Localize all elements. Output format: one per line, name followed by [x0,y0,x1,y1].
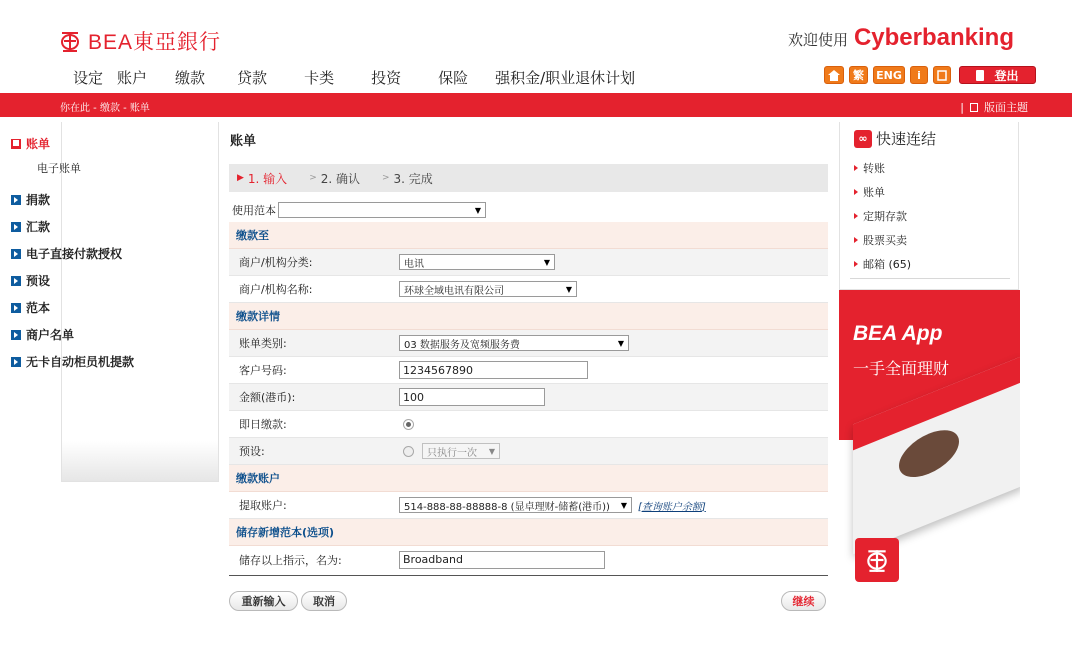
chevron-down-icon: ▼ [488,446,495,456]
caret-right-icon [854,165,858,171]
sidebar-item-label: 账单 [26,137,51,151]
debit-account-label: 提取账户: [239,499,287,512]
link-icon: ∞ [854,130,872,148]
bea-app-promo-banner[interactable] [839,290,1020,600]
sidebar-item-label: 预设 [26,274,51,288]
caret-right-icon [854,189,858,195]
caret-right-icon: > [382,173,390,183]
quick-links-divider [850,278,1010,279]
nav-loans[interactable]: 贷款 [237,69,268,87]
debit-account-select[interactable] [399,497,632,513]
payment-form [229,222,828,573]
caret-right-icon: > [309,173,317,183]
emblem-glyph-icon [866,547,888,573]
theme-icon [970,103,978,112]
sidebar-item-preset[interactable] [11,272,50,289]
amount-input[interactable]: 100 [399,388,545,406]
section-account: 缴款账户 [229,465,828,492]
nav-insurance[interactable]: 保险 [438,69,469,87]
main-nav [73,67,635,88]
section-payee: 缴款至 [229,222,828,249]
form-row-bill-type [229,330,828,357]
customer-no-input[interactable]: 1234567890 [399,361,588,379]
chevron-down-icon: ▼ [620,500,627,510]
step-label: 1. 输入 [247,171,288,186]
sameday-label: 即日缴款: [239,418,287,431]
bea-emblem-icon [60,29,80,53]
step-input [237,170,287,187]
home-glyph-icon [828,70,840,81]
amount-label: 金额(港币): [239,391,296,404]
home-icon[interactable] [824,66,844,84]
form-row-amount [229,384,828,411]
quick-links-title [854,128,936,149]
quick-link-bills[interactable] [854,184,885,200]
chevron-down-icon: ▼ [543,257,550,267]
info-icon[interactable]: i [910,66,928,84]
chevron-down-icon: ▼ [474,205,481,215]
save-template-label: 储存以上指示，名为: [239,553,342,567]
step-label: 2. 确认 [320,171,360,186]
preset-radio[interactable] [403,446,414,457]
sidebar-item-label: 范本 [26,301,51,315]
chevron-down-icon: ▼ [565,284,572,294]
bullet-icon [11,139,21,149]
quick-link-label: 定期存款 [863,210,907,223]
sidebar-item-bills[interactable] [11,135,50,152]
form-row-save-template [229,546,828,573]
step-indicator [229,164,828,192]
logout-button[interactable] [959,66,1036,84]
quick-links-panel [839,122,1019,290]
preset-frequency-value: 只执行一次 [427,447,477,459]
cancel-button[interactable]: 取消 [301,591,347,611]
bullet-icon [11,195,21,205]
promo-subtitle: 一手全面理财 [853,359,950,378]
caret-right-icon: ▶ [237,173,244,183]
logout-label: 登出 [994,68,1019,83]
merchant-name-label: 商户/机构名称: [239,283,313,296]
bullet-icon [11,222,21,232]
quick-link-transfer[interactable] [854,160,885,176]
bill-type-select[interactable] [399,335,629,351]
quick-links-label: 快速连结 [876,130,937,148]
template-row [232,202,486,218]
toolbar-icons [824,66,1036,84]
sidebar-item-label: 电子直接付款授权 [26,247,123,261]
nav-accounts[interactable]: 账户 [117,69,148,87]
caret-right-icon [854,237,858,243]
bullet-icon [11,249,21,259]
nav-settings[interactable]: 设定 [73,69,104,87]
sidebar-item-label: 无卡自动柜员机提款 [26,355,135,369]
bullet-icon [11,357,21,367]
balance-inquiry-link[interactable]: [ 查询账户余额 ] [638,498,706,513]
welcome-prefix: 欢迎使用 [787,31,848,49]
sidebar-item-remittance[interactable] [11,218,50,235]
bea-emblem-icon [855,538,899,582]
preset-label: 预设: [239,445,265,458]
logout-icon [976,70,984,81]
theme-label: 版面主题 [984,101,1028,114]
quick-link-label: 邮箱 (65) [863,258,912,271]
form-row-merchant-category [229,249,828,276]
quick-link-securities[interactable] [854,232,907,248]
divider: | [960,100,964,114]
merchant-name-select[interactable] [399,281,577,297]
bullet-icon [11,276,21,286]
sidebar-item-edda[interactable] [11,245,122,262]
customer-no-label: 客户号码: [239,364,287,377]
step-complete [382,170,433,187]
merchant-name-value: 环球全域电讯有限公司 [404,285,504,297]
form-divider [229,575,828,576]
sidebar-item-templates[interactable] [11,299,50,316]
sidebar-item-label: 捐款 [26,193,51,207]
step-confirm [309,170,360,187]
print-glyph-icon [937,70,947,81]
form-row-customer-no [229,357,828,384]
welcome-banner [788,24,1014,52]
quick-link-label: 股票买卖 [863,234,907,247]
step-label: 3. 完成 [393,171,433,186]
nav-mpf[interactable]: 强积金/职业退休计划 [495,69,636,87]
form-row-debit-account [229,492,828,519]
quick-link-label: 账单 [863,186,885,199]
bea-logo[interactable] [60,26,221,56]
merchant-category-label: 商户/机构分类: [239,256,313,269]
page-title: 账单 [230,134,257,149]
bill-type-label: 账单类别: [239,337,287,350]
bullet-icon [11,303,21,313]
caret-right-icon [854,213,858,219]
nav-payments[interactable]: 缴款 [175,69,206,87]
merchant-category-select[interactable] [399,254,555,270]
sidebar-item-label: 商户名单 [26,328,75,342]
food-photo [899,422,959,486]
merchant-category-value: 电讯 [404,258,424,270]
quick-link-time-deposit[interactable] [854,208,907,224]
section-details: 缴款详情 [229,303,828,330]
breadcrumb: 你在此 - 缴款 - 账单 [60,103,150,114]
quick-link-mailbox[interactable] [854,256,911,272]
continue-button[interactable]: 继续 [781,591,826,611]
bullet-icon [11,330,21,340]
debit-account-value: 514-888-88-88888-8 (显卓理财-储蓄(港币)) [404,501,610,513]
template-label: 使用范本 [232,204,276,217]
save-template-input[interactable]: Broadband [399,551,605,569]
sameday-radio[interactable] [403,419,414,430]
quick-link-label: 转账 [863,162,885,175]
breadcrumb-bar [0,93,1072,117]
sidebar-item-merchant-list[interactable] [11,326,74,343]
form-row-sameday [229,411,828,438]
print-icon[interactable] [933,66,951,84]
bill-type-value: 03 数据服务及宽频服务费 [404,339,520,351]
form-row-merchant-name [229,276,828,303]
welcome-brand: Cyberbanking [853,24,1014,51]
nav-investments[interactable]: 投资 [371,69,402,87]
sidebar-item-cardless-atm[interactable] [11,353,134,370]
promo-title: BEA App [853,322,943,345]
chevron-down-icon: ▼ [617,338,624,348]
form-row-preset [229,438,828,465]
caret-right-icon [854,261,858,267]
reset-button[interactable]: 重新输入 [229,591,298,611]
sidebar-item-donation[interactable] [11,191,50,208]
english-button[interactable]: ENG [873,66,905,84]
sidebar-fade [62,441,218,481]
theme-link[interactable] [960,99,1028,115]
nav-cards[interactable]: 卡类 [304,69,335,87]
left-sidebar [61,122,219,482]
sidebar-subitem-ebill[interactable]: 电子账单 [37,162,81,175]
traditional-chinese-button[interactable]: 繁 [849,66,868,84]
logo-text: BEA東亞銀行 [88,31,222,54]
section-save-template: 储存新增范本(选项) [229,519,828,546]
preset-frequency-select[interactable] [422,443,500,459]
template-select[interactable] [278,202,486,218]
sidebar-item-label: 汇款 [26,220,51,234]
